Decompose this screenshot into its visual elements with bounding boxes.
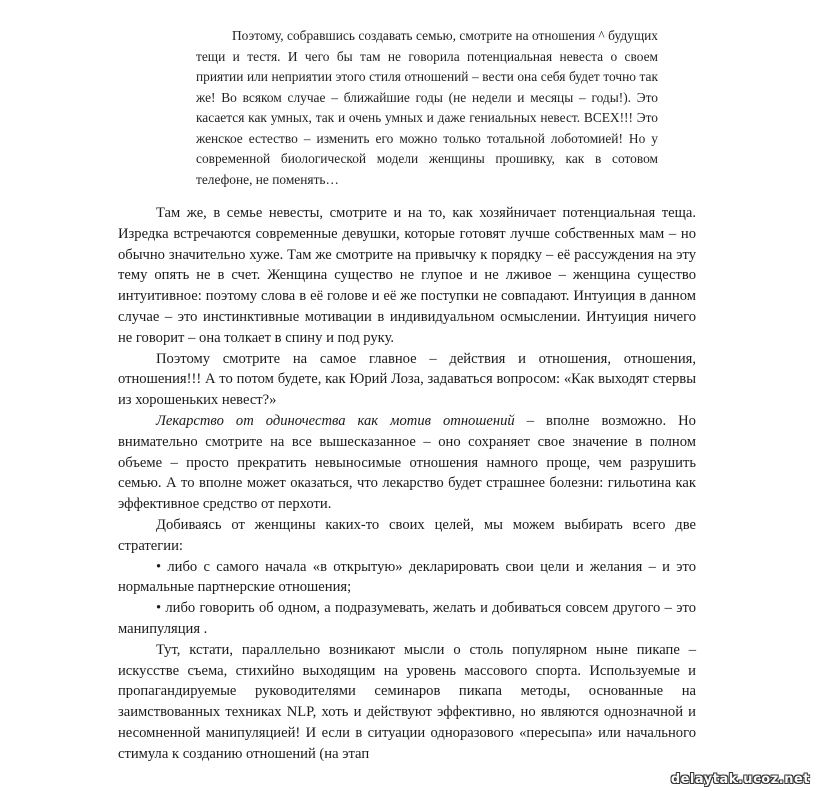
bullet-item-1: • либо с самого начала «в открытую» декларировать свои цели и желания – и это нормальные партнерские отношения; xyxy=(118,558,696,596)
paragraph-3-rest: – вполне возможно. Но внимательно смотрите на все вышесказанное – оно сохраняет свое значение в полном объеме – просто прекратить невыносимые отношения намного проще, чем разрушить семью. А то вполне может оказаться, что лекарство будет страшнее болезни: гильотина как эффективное средство от перхоти. xyxy=(118,412,696,513)
paragraph-2: Поэтому смотрите на самое главное – действия и отношения, отношения, отношения!!! А то потом будете, как Юрий Лоза, задаваться вопросом: «Как выходят стервы из хорошеньких невест?» xyxy=(118,350,696,409)
site-watermark: delaytak.ucoz.net xyxy=(670,772,810,787)
epigraph-quote xyxy=(196,26,658,190)
paragraph-1: Там же, в семье невесты, смотрите и на то, как хозяйничает потенциальная теща. Изредка встречаются современные девушки, которые готовят лучше собственных мам – но обычно значительно хуже. Там же смотрите на привычку к порядку – её рассуждения на эту тему опять не в счет. Женщина существо не глупое и не лживое – женщина существо интуитивное: поэтому слова в её голове и её же поступки не совпадают. Интуиция в данном случае – это инстинктивные мотивации в индивидуальном осмыслении. Интуиция ничего не говорит – она толкает в спину и под руку. xyxy=(118,205,696,346)
paragraph-5: Тут, кстати, параллельно возникают мысли о столь популярном ныне пикапе – искусстве съема, стихийно выходящим на уровень массового спорта. Используемые и пропагандируемые руководителями семинаров пикапа методы, основанные на заимствованных техниках NLP, хоть и действуют эффективно, но являются однозначной и несомненной манипуляцией! И если в ситуации одноразового «пересыпа» или начального стимула к созданию отношений (на этап xyxy=(118,641,696,762)
quote-text: Поэтому, собравшись создавать семью, смотрите на отношения ^ будущих тещи и тестя. И чего бы там не говорила потенциальная невеста о своем приятии или неприятии этого стиля отношений – вести она себя будет точно так же! Во всяком случае – ближайшие годы (не недели и месяцы – годы!). Это касается как умных, так и очень умных и даже гениальных невест. ВСЕХ!!! Это женское естество – изменить его можно только тотальной лоботомией! Но у современной биологической модели женщины прошивку, как в сотовом телефоне, не поменять… xyxy=(196,28,658,187)
paragraph-4: Добиваясь от женщины каких-то своих целей, мы можем выбирать всего две стратегии: xyxy=(118,516,696,554)
main-text xyxy=(118,203,696,765)
paragraph-3-italic: Лекарство от одиночества как мотив отношений xyxy=(156,412,515,429)
paragraph-3 xyxy=(118,411,696,515)
bullet-item-2: • либо говорить об одном, а подразумевать, желать и добиваться совсем другого – это манипуляция . xyxy=(118,600,696,637)
